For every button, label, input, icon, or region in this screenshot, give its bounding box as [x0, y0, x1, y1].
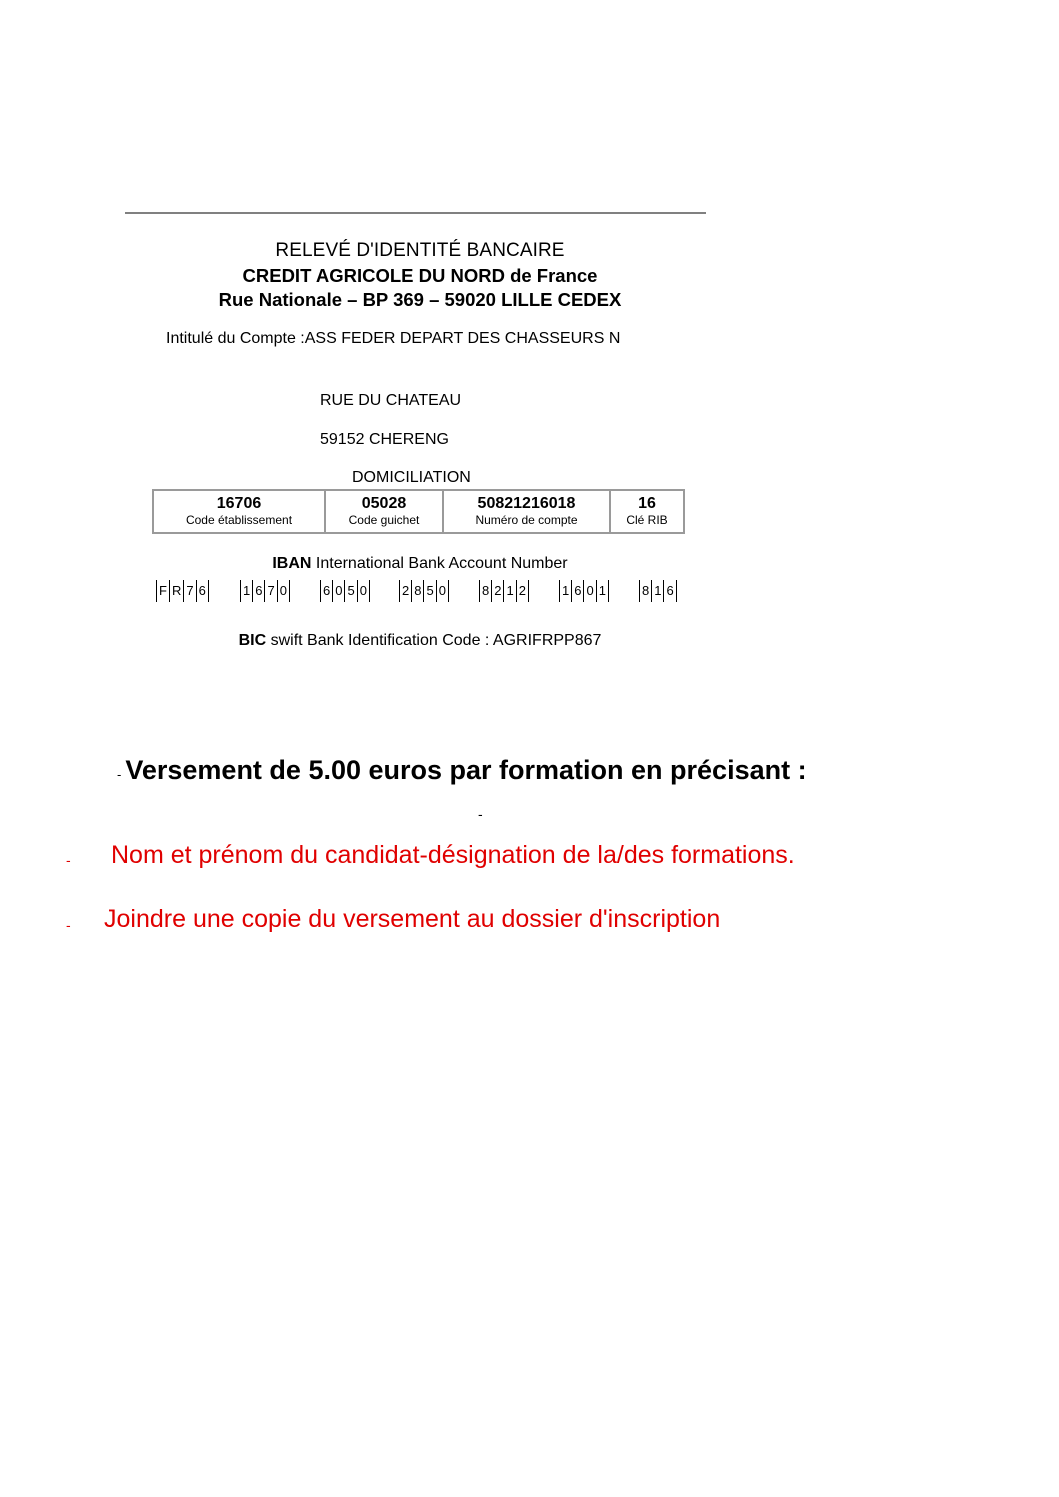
domiciliation-label: DOMICILIATION — [352, 469, 471, 486]
iban-character: R — [169, 580, 183, 602]
bank-address: Rue Nationale – BP 369 – 59020 LILLE CEDEX — [218, 289, 622, 310]
bullet-dash: - — [66, 852, 71, 868]
iban-group — [240, 580, 290, 602]
iban-character: 1 — [596, 580, 609, 602]
iban-character: 1 — [240, 580, 252, 602]
bic-bold-label: BIC — [238, 632, 267, 649]
iban-character: 1 — [559, 580, 571, 602]
iban-character: 0 — [332, 580, 344, 602]
iban-character: 6 — [571, 580, 583, 602]
iban-character: 0 — [436, 580, 449, 602]
iban-character: 7 — [183, 580, 195, 602]
iban-character: 8 — [479, 580, 491, 602]
iban-group — [399, 580, 449, 602]
instruction-item-name: Nom et prénom du candidat-désignation de la/des formations. — [111, 841, 795, 869]
holder-address-line1: RUE DU CHATEAU — [320, 392, 462, 409]
iban-character: 0 — [357, 580, 370, 602]
iban-character: 1 — [503, 580, 515, 602]
account-number-value: 50821216018 — [477, 495, 576, 512]
iban-character: 6 — [196, 580, 209, 602]
top-divider — [125, 212, 706, 214]
separator-dash: - — [478, 806, 483, 822]
iban-group — [479, 580, 529, 602]
bank-code-label: Code établissement — [185, 513, 293, 527]
iban-character: 0 — [277, 580, 290, 602]
iban-group — [559, 580, 609, 602]
bic-value: swift Bank Identification Code : AGRIFRPP867 — [266, 632, 602, 649]
bullet-dash: - — [66, 917, 71, 933]
branch-code-value: 05028 — [361, 495, 407, 512]
iban-bold-label: IBAN — [272, 555, 312, 572]
iban-character: 6 — [252, 580, 264, 602]
iban-description: International Bank Account Number — [311, 555, 568, 572]
bic-line — [125, 632, 715, 650]
iban-character: F — [156, 580, 169, 602]
payment-instruction-text: Versement de 5.00 euros par formation en précisant : — [125, 755, 807, 785]
iban-character: 6 — [320, 580, 332, 602]
payment-instruction-heading — [117, 755, 807, 786]
rib-cell-account-number — [444, 491, 611, 532]
branch-code-label: Code guichet — [348, 513, 420, 527]
iban-group — [156, 580, 209, 602]
iban-character: 2 — [399, 580, 411, 602]
iban-heading — [125, 555, 715, 573]
iban-number — [156, 580, 696, 602]
holder-address-line2: 59152 CHERENG — [320, 431, 449, 448]
instruction-item-copy: Joindre une copie du versement au dossier d'inscription — [104, 905, 721, 933]
rib-cell-rib-key — [611, 491, 683, 532]
iban-character: 5 — [344, 580, 356, 602]
iban-character: 8 — [639, 580, 651, 602]
account-number-label: Numéro de compte — [475, 513, 578, 527]
iban-character: 6 — [663, 580, 676, 602]
iban-character: 2 — [516, 580, 529, 602]
rib-key-label: Clé RIB — [626, 513, 668, 527]
iban-character: 2 — [491, 580, 503, 602]
rib-cell-bank-code — [154, 491, 326, 532]
account-title: Intitulé du Compte :ASS FEDER DEPART DES CHASSEURS N — [166, 330, 621, 347]
iban-character: 7 — [264, 580, 276, 602]
bullet-dash: - — [117, 767, 122, 782]
rib-codes-table — [152, 489, 685, 534]
rib-title: RELEVÉ D'IDENTITÉ BANCAIRE — [275, 240, 565, 261]
bank-code-value: 16706 — [216, 495, 262, 512]
iban-group — [320, 580, 370, 602]
bank-name: CREDIT AGRICOLE DU NORD de France — [242, 265, 598, 286]
iban-character: 5 — [423, 580, 435, 602]
iban-character: 8 — [411, 580, 423, 602]
iban-character: 0 — [583, 580, 595, 602]
iban-group — [639, 580, 677, 602]
rib-cell-branch-code — [326, 491, 444, 532]
iban-character: 1 — [651, 580, 663, 602]
rib-key-value: 16 — [638, 495, 656, 512]
